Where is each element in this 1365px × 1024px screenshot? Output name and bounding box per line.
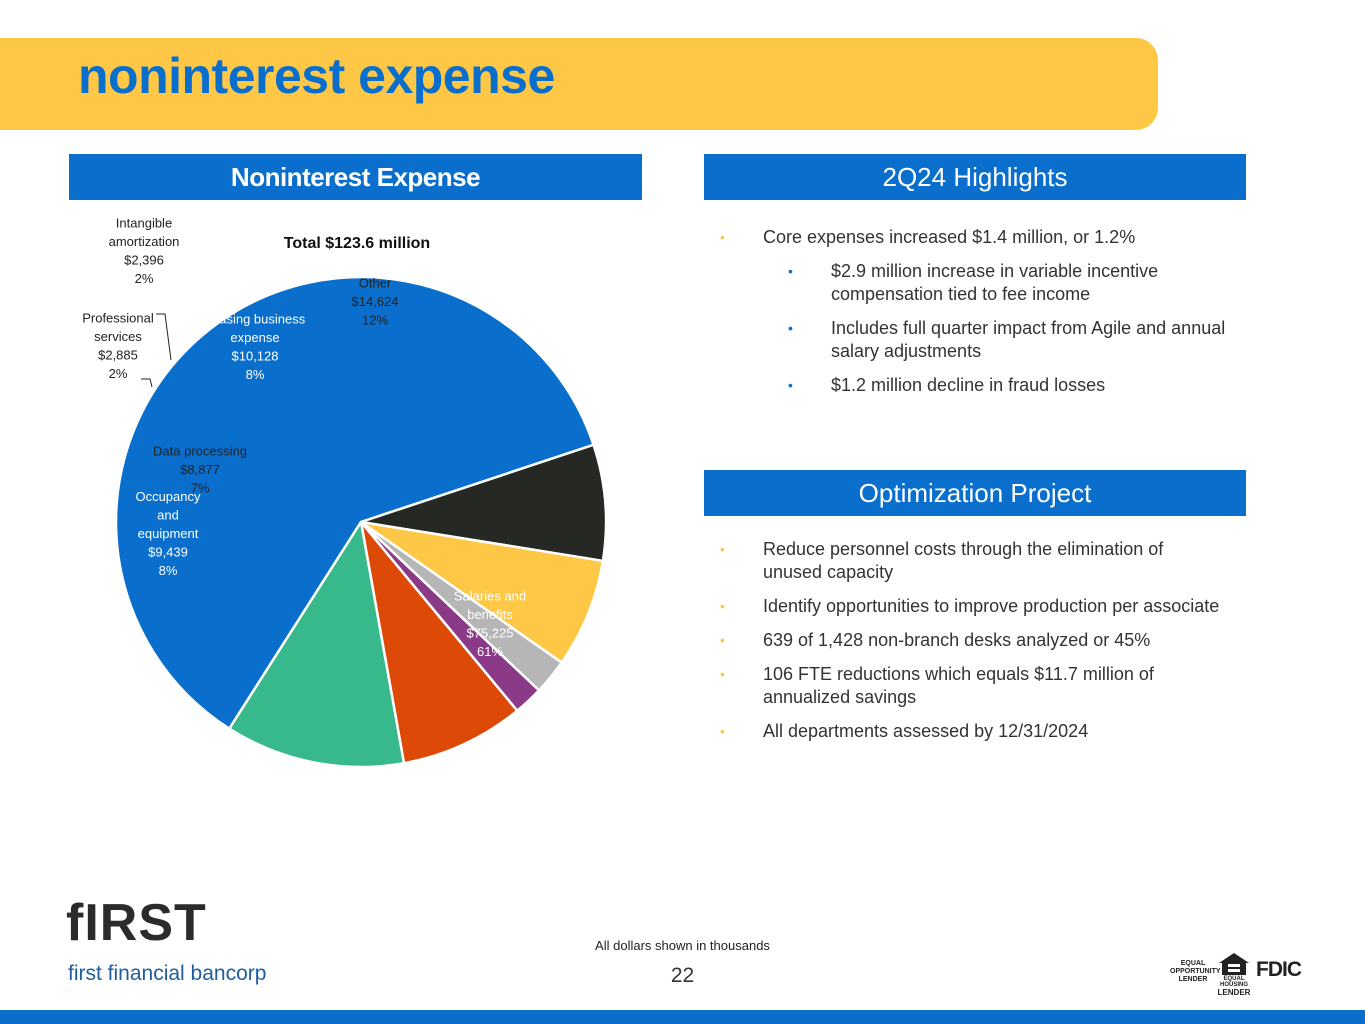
optimization-section-header: Optimization Project <box>704 470 1246 516</box>
equal-housing-lender-badge <box>1217 976 1251 997</box>
logo-wordmark: fIRST <box>66 894 207 952</box>
page-number: 22 <box>670 964 695 987</box>
label-leader-line <box>141 379 152 387</box>
slice-label-value: $8,877 <box>180 462 220 477</box>
highlight-item <box>720 260 1240 306</box>
slice-label-name: Salaries and <box>453 588 527 604</box>
equal-housing-house-icon <box>1218 952 1250 976</box>
bullet-icon: • <box>720 632 725 648</box>
optimization-text: All departments assessed by 12/31/2024 <box>763 721 1089 741</box>
optimization-text: Identify opportunities to improve production per associate <box>763 596 1220 616</box>
equal-opportunity-lender-badge <box>1170 960 1221 984</box>
optimization-text: Reduce personnel costs through the elimination of unused capacity <box>763 539 1164 582</box>
optimization-item <box>720 629 1220 652</box>
slice-label-value: $10,128 <box>231 348 279 364</box>
slice-label-percent: 8% <box>158 563 178 578</box>
bottom-bar <box>0 1010 1365 1024</box>
slice-label-percent: 8% <box>245 366 265 382</box>
bullet-icon: • <box>720 666 725 682</box>
bullet-icon: • <box>720 723 725 739</box>
label-leader-line <box>156 314 171 360</box>
slice-label-name: Leasing business <box>204 311 306 327</box>
highlight-text: Includes full quarter impact from Agile and annual salary adjustments <box>831 318 1226 361</box>
optimization-list <box>720 538 1220 754</box>
highlight-item <box>720 226 1240 249</box>
bullet-icon: • <box>788 263 793 279</box>
slice-label-value: $75,225 <box>466 625 514 641</box>
slice-label-percent: 7% <box>190 480 210 496</box>
slice-label-name: amortization <box>108 233 180 249</box>
highlights-section-header: 2Q24 Highlights <box>704 154 1246 200</box>
fdic-logo: FDIC <box>1256 958 1301 981</box>
chart-title: Total $123.6 million <box>283 235 431 252</box>
bullet-icon: • <box>720 541 725 557</box>
optimization-item <box>720 720 1220 743</box>
slice-label <box>109 215 180 285</box>
logo-name: first financial bancorp <box>68 962 267 985</box>
slice-label-name: Professional <box>82 310 154 326</box>
bullet-icon: • <box>720 229 725 245</box>
ehl-line-2: LENDER <box>1217 988 1251 997</box>
highlight-text: Core expenses increased $1.4 million, or 1.2% <box>763 227 1136 247</box>
slice-label-name: services <box>94 328 142 344</box>
bullet-icon: • <box>788 320 793 336</box>
highlight-text: $1.2 million decline in fraud losses <box>831 375 1106 395</box>
optimization-text: 106 FTE reductions which equals $11.7 million of annualized savings <box>763 664 1154 707</box>
eol-line-1: EQUAL <box>1180 960 1206 967</box>
slice-label-name: Data processing <box>153 443 247 459</box>
slice-label-value: $14,624 <box>351 294 399 309</box>
bullet-icon: • <box>720 598 725 614</box>
chart-section-header: Noninterest Expense <box>69 154 642 200</box>
highlight-item <box>720 317 1240 363</box>
optimization-item <box>720 663 1220 709</box>
optimization-item <box>720 595 1220 618</box>
optimization-text: 639 of 1,428 non-branch desks analyzed or 45% <box>763 630 1151 650</box>
optimization-item <box>720 538 1220 584</box>
slice-label-name: Other <box>358 275 392 291</box>
slice-label-name: benefits <box>467 606 513 622</box>
bullet-icon: • <box>788 377 793 393</box>
slice-label-name: Intangible <box>115 215 173 231</box>
page-title: noninterest expense <box>78 48 555 104</box>
slice-label-value: $9,439 <box>148 544 188 560</box>
slice-label <box>82 310 154 381</box>
ehl-line-1: EQUAL HOUSING <box>1219 976 1248 988</box>
slice-label-name: equipment <box>137 526 199 541</box>
slice-label-value: $2,885 <box>98 347 138 363</box>
slice-label-name: Occupancy <box>135 489 201 504</box>
slice-label-name: and <box>157 507 179 523</box>
slice-label-percent: 2% <box>134 270 154 286</box>
slice-label-percent: 12% <box>361 312 389 328</box>
eol-line-3: LENDER <box>1178 976 1208 983</box>
slice-label-percent: 61% <box>476 643 504 659</box>
footnote: All dollars shown in thousands <box>595 938 770 953</box>
eol-line-2: OPPORTUNITY <box>1170 968 1221 975</box>
slice-label-percent: 2% <box>108 365 128 381</box>
slice-label-name: expense <box>230 329 280 345</box>
highlight-text: $2.9 million increase in variable incentive compensation tied to fee income <box>831 261 1159 304</box>
highlight-item <box>720 374 1240 397</box>
pie-chart <box>0 210 660 780</box>
highlights-list <box>720 226 1240 408</box>
slice-label-value: $2,396 <box>124 252 164 268</box>
